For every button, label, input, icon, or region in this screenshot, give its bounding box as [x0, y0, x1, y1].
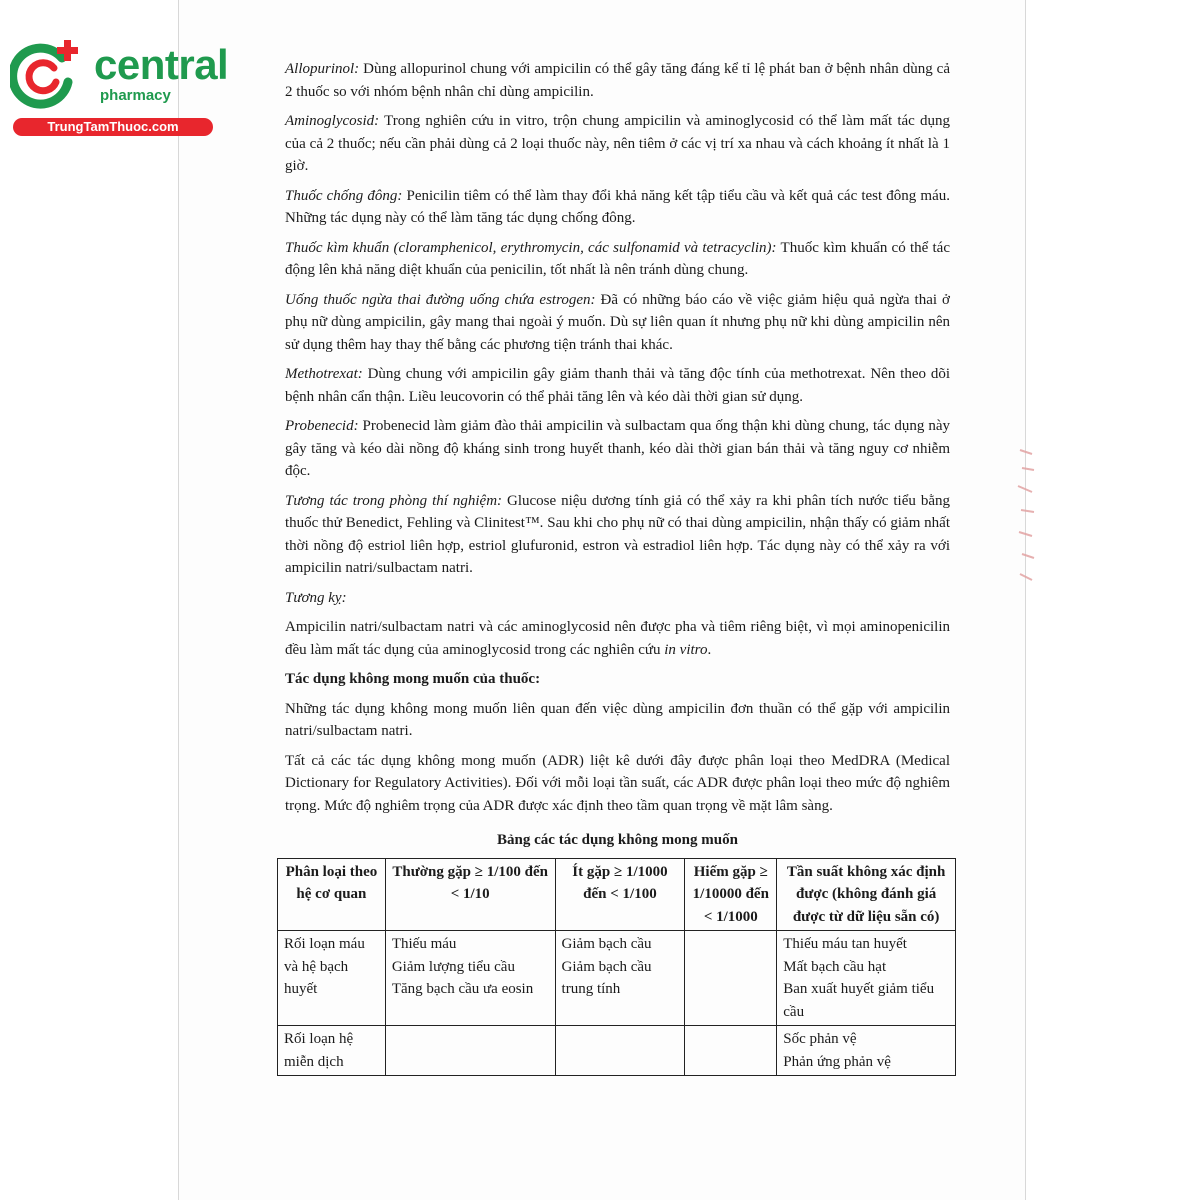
interaction-text: Probenecid làm giảm đào thải ampicilin và sulbactam qua ống thận khi dùng chung, tác dụng này gây tăng và kéo dài nồng độ kháng sinh trong huyết thanh, kéo dài thời gian bán thải và tăng nguy cơ nhiễm độc. [285, 418, 950, 479]
interaction-term: Tương tác trong phòng thí nghiệm: [285, 492, 503, 509]
interaction-text: Thuốc kìm khuẩn có thể tác động lên khả năng diệt khuẩn của penicilin, tốt nhất là nên tránh dùng chung. [285, 239, 950, 278]
interaction-paragraph [285, 237, 950, 282]
interaction-text: Dùng chung với ampicilin gây giảm thanh thải và tăng độc tính của methotrexat. Nên theo dõi bệnh nhân cẩn thận. Liều leucovorin có thể phải tăng lên và kéo dài thời gian sử dụng. [285, 366, 950, 405]
interaction-term: Uống thuốc ngừa thai đường uống chứa estrogen: [285, 291, 596, 308]
adr-table-title: Bảng các tác dụng không mong muốn [497, 832, 738, 848]
incompatibility-italic: in vitro [664, 641, 708, 658]
adr-item: Phản ứng phản vệ [783, 1053, 891, 1070]
incompatibility-text: Ampicilin natri/sulbactam natri và các aminoglycosid nên được pha và tiêm riêng biệt, vì mọi aminopenicilin đều làm mất tác dụng của aminoglycosid trong các nghiên cứu [285, 619, 950, 658]
common-cell [385, 931, 555, 1026]
organ-cell: Rối loạn hệ miễn dịch [278, 1026, 386, 1076]
interaction-text: Glucose niệu dương tính giả có thể xảy ra khi phân tích nước tiểu bằng thuốc thử Benedict, Fehling và Clinitest™. Sau khi cho phụ nữ có thai dùng ampicilin, nhận thấy có giảm nhất thời nồng độ estriol liên hợp, estriol glufuronid, estron và estradiol liên hợp. Tác dụng này có thể xảy ra với ampicilin natri/sulbactam natri. [285, 492, 950, 576]
organ-cell: Rối loạn máu và hệ bạch huyết [278, 931, 386, 1026]
central-pharmacy-logo[interactable] [10, 36, 229, 140]
interaction-term: Probenecid: [285, 418, 359, 434]
document-content [285, 58, 950, 1076]
header-unknown: Tần suất không xác định được (không đánh giá được từ dữ liệu sẵn có) [777, 858, 956, 931]
interaction-term: Thuốc chống đông: [285, 187, 403, 204]
pharmacy-cross-logo-icon [10, 38, 82, 110]
interaction-term: Allopurinol: [285, 61, 360, 77]
interaction-text: Trong nghiên cứu in vitro, trộn chung ampicilin và aminoglycosid có thể làm mất tác dụng của cả 2 thuốc; nếu cần phải dùng cả 2 loại thuốc này, nên tiêm ở các vị trí xa nhau và cách khoảng ít nhất là 1 giờ. [285, 113, 950, 174]
adr-paragraph-1: Những tác dụng không mong muốn liên quan đến việc dùng ampicilin đơn thuần có thể gặp với ampicilin natri/sulbactam natri. [285, 700, 950, 739]
logo-website-url[interactable]: TrungTamThuoc.com [13, 118, 213, 136]
adr-item: Tăng bạch cầu ưa eosin [391, 981, 534, 997]
adr-item: Thiếu máu tan huyết [783, 936, 907, 952]
interaction-text: Đã có những báo cáo về việc giảm hiệu quả ngừa thai ở phụ nữ dùng ampicilin, gây mang thai ngoài ý muốn. Dù sự liên quan ít nhưng phụ nữ khi dùng ampicilin nên sử dụng thêm hay thay thế bằng các phương tiện tránh thai khác. [285, 291, 950, 353]
adr-heading: Tác dụng không mong muốn của thuốc: [285, 671, 541, 687]
logo-brand-name: central [94, 41, 229, 88]
adr-paragraph-2: Tất cả các tác dụng không mong muốn (ADR) liệt kê dưới đây được phân loại theo MedDRA (Medical Dictionary for Regulatory Activities). Đối với mỗi loại tần suất, các ADR được phân loại theo mức độ nghiêm trọng. Mức độ nghiêm trọng của ADR được xác định theo tầm quan trọng về mặt lâm sàng. [285, 752, 950, 814]
incompatibility-heading [285, 587, 950, 610]
table-header-row [278, 858, 956, 931]
common-cell [385, 1026, 555, 1076]
interaction-paragraph [285, 490, 950, 580]
uncommon-cell [555, 931, 685, 1026]
header-uncommon: Ít gặp ≥ 1/1000 đến < 1/100 [555, 858, 685, 931]
interaction-term: Tương kỵ: [285, 589, 347, 606]
header-rare: Hiếm gặp ≥ 1/10000 đến < 1/1000 [685, 858, 777, 931]
interaction-paragraph [285, 185, 950, 230]
logo-brand-sub: pharmacy [100, 87, 171, 104]
interaction-term: Methotrexat: [285, 366, 363, 382]
adr-item: Mất bạch cầu hạt [783, 958, 887, 975]
interaction-paragraph [285, 363, 950, 408]
adr-item: Sốc phản vệ [783, 1031, 857, 1047]
adr-item: Thiếu máu [391, 936, 457, 952]
adr-item: Giảm bạch cầu trung tính [561, 958, 652, 997]
header-common: Thường gặp ≥ 1/100 đến < 1/10 [385, 858, 555, 931]
table-row [278, 1026, 956, 1076]
rare-cell [685, 931, 777, 1026]
uncommon-cell [555, 1026, 685, 1076]
unknown-cell [777, 931, 956, 1026]
adr-table [277, 858, 956, 1077]
table-row [278, 931, 956, 1026]
rare-cell [685, 1026, 777, 1076]
header-organ-class: Phân loại theo hệ cơ quan [278, 858, 386, 931]
adr-item: Giảm lượng tiểu cầu [391, 958, 515, 975]
adr-item: Ban xuất huyết giảm tiểu cầu [783, 981, 935, 1020]
adr-item: Giảm bạch cầu [561, 936, 652, 952]
interaction-term: Thuốc kìm khuẩn (cloramphenicol, erythromycin, các sulfonamid và tetracyclin): [285, 239, 777, 256]
interaction-paragraph [285, 415, 950, 483]
unknown-cell [777, 1026, 956, 1076]
faint-stamp-mark [1012, 440, 1042, 590]
incompatibility-paragraph [285, 616, 950, 661]
interaction-paragraph [285, 289, 950, 357]
stamp-scribble-icon [1012, 440, 1042, 590]
interaction-paragraph [285, 58, 950, 103]
interaction-term: Aminoglycosid: [285, 113, 380, 129]
interaction-text: Penicilin tiêm có thể làm thay đổi khả năng kết tập tiểu cầu và kết quả các test đông máu. Những tác dụng này có thể làm tăng tác dụng chống đông. [285, 187, 950, 226]
interaction-paragraph [285, 110, 950, 178]
incompatibility-end: . [707, 641, 712, 658]
interaction-text: Dùng allopurinol chung với ampicilin có thể gây tăng đáng kể tỉ lệ phát ban ở bệnh nhân dùng cả 2 thuốc so với nhóm bệnh nhân chỉ dùng ampicilin. [285, 61, 950, 100]
